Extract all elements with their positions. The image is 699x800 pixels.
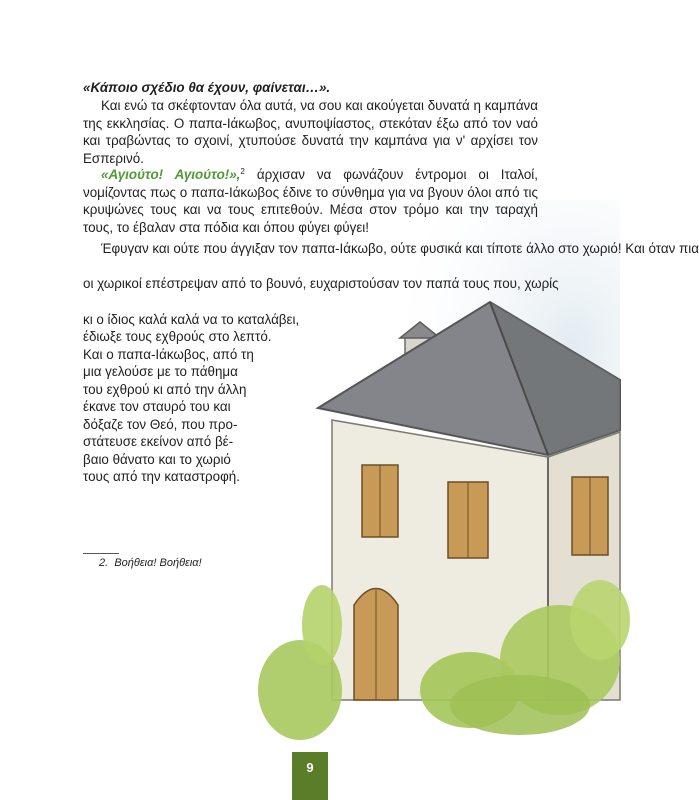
paragraph-3-line: βαιο θάνατο και το χωριό: [83, 452, 231, 467]
paragraph-3-line: έδιωξε τους εχθρούς στο λεπτό.: [83, 329, 272, 344]
paragraph-3-line: στάτευσε εκείνον από βέ-: [83, 434, 234, 449]
page-number-box: [292, 752, 328, 800]
arched-door: [354, 589, 398, 701]
exclamation-text: «Αγιούτο! Αγιούτο!»,: [101, 167, 241, 182]
heading-quote: «Κάποιο σχέδιο θα έχουν, φαίνεται…».: [83, 80, 331, 95]
paragraph-2: [83, 166, 538, 236]
footnote-divider: [83, 553, 119, 554]
page-number: 9: [306, 760, 314, 775]
paragraph-3-line: κι ο ίδιος καλά καλά να το καταλάβει,: [83, 312, 300, 327]
paragraph-3-line: έκανε τον σταυρό του και: [83, 399, 231, 414]
paragraph-2-text: άρχισαν να φωνάζουν έντρομοι οι Ιταλοί, νομίζοντας πως ο παπα-Ιάκωβος έδινε το σύνθημα για να βγουν όλοι από τις κρυψώνες τους και να τους επιτεθούν. Μέσα στον τρόμο και την ταραχή τους, το έβαλαν στα πόδια και όπου φύγει φύγει!: [83, 167, 538, 235]
paragraph-3-line: του εχθρού κι από την άλλη: [83, 382, 247, 397]
footnote-number: 2.: [99, 557, 109, 569]
footnote-reference: 2: [240, 167, 245, 176]
paragraph-3-line: Έφυγαν και ούτε που άγγιξαν τον παπα-Ιάκωβο, ούτε φυσικά και τίποτε άλλο στο χωριό! Και όταν πια: [101, 241, 699, 256]
footnote-text: Βοήθεια! Βοήθεια!: [114, 557, 202, 569]
footnote: [99, 557, 202, 569]
paragraph-3-line: μια γελούσε με το πάθημα: [83, 364, 238, 379]
paragraph-3-line: Και ο παπα-Ιάκωβος, από τη: [83, 347, 254, 362]
paragraph-3-line: δόξαζε τον Θεό, που προ-: [83, 417, 238, 432]
paragraph-1: Και ενώ τα σκέφτονταν όλα αυτά, να σου και ακούγεται δυνατά η καμπάνα της εκκλησίας. Ο παπα-Ιάκωβος, ανυποψίαστος, στεκόταν έξω από τον ναό και τραβώντας το σχοινί, χτυπούσε δυνατά την καμπάνα για ν' αρχίσει τον Εσπερινό.: [83, 98, 538, 166]
paragraph-3-line: τους από την καταστροφή.: [83, 469, 240, 484]
paragraph-3-line: οι χωρικοί επέστρεψαν από το βουνό, ευχαριστούσαν τον παπά τους που, χωρίς: [83, 276, 559, 291]
